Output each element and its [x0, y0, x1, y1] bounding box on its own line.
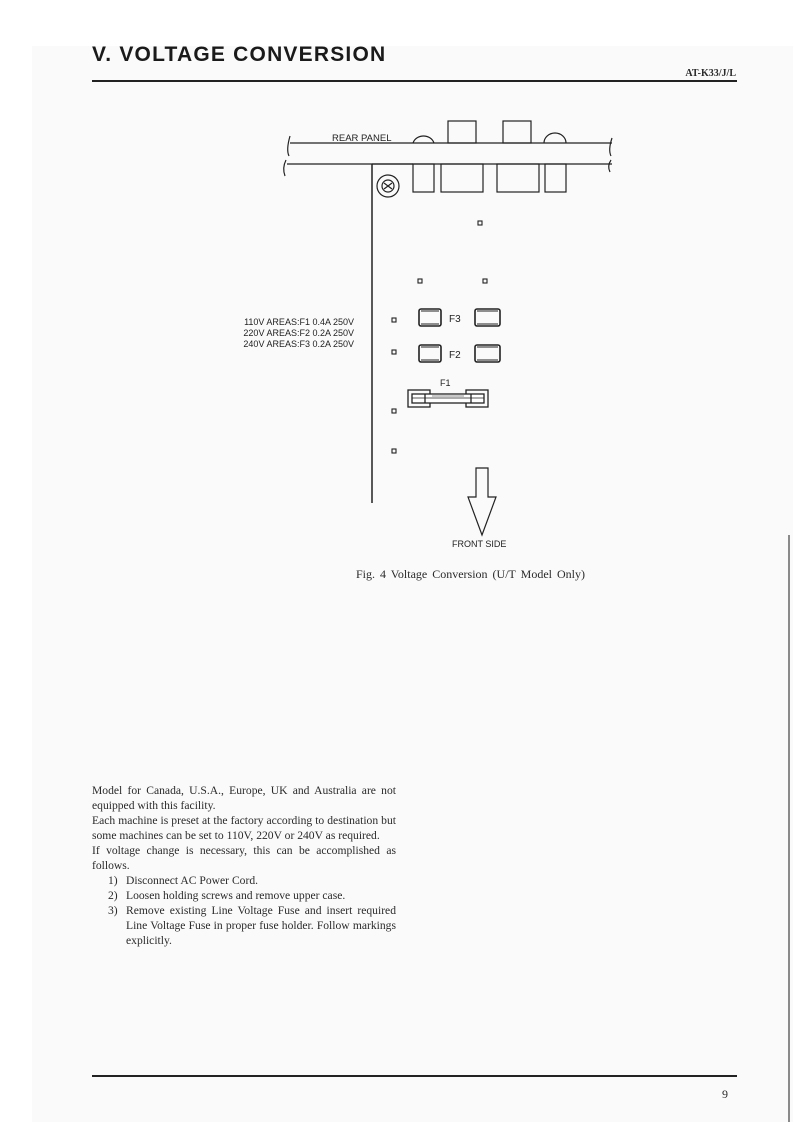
rear-panel-right-break-lower: [609, 160, 611, 172]
figure-caption: Fig. 4 Voltage Conversion (U/T Model Only): [356, 567, 585, 581]
rear-panel-left-break: [288, 136, 290, 156]
step-number: 3): [108, 904, 118, 917]
rear-panel-left-break-lower: [284, 160, 286, 176]
front-side-arrow: [468, 468, 496, 535]
step-number: 2): [108, 889, 118, 902]
fuse-f1: [408, 390, 488, 407]
fuse-label-f3: F3: [449, 314, 461, 325]
footer-rule: [92, 1075, 737, 1077]
pad: [483, 279, 487, 283]
step-text: Disconnect AC Power Cord.: [126, 874, 259, 887]
list-item: [92, 873, 396, 888]
jack-right-dome: [544, 133, 566, 143]
fuse-label-f2: F2: [449, 350, 461, 361]
connector-2-top: [503, 121, 531, 143]
paragraph: If voltage change is necessary, this can be accomplished as follows.: [92, 844, 396, 872]
fuse-holder-f2-left: [419, 345, 441, 362]
fuse-area-label: 110V AREAS:F1 0.4A 250V: [244, 317, 354, 327]
list-item: [92, 888, 396, 903]
step-text: Remove existing Line Voltage Fuse and insert required Line Voltage Fuse in proper fuse holder. Follow markings explicitly.: [126, 904, 396, 947]
pad: [392, 318, 396, 322]
pad: [478, 221, 482, 225]
section-title: V. VOLTAGE CONVERSION: [92, 43, 387, 66]
rear-panel-label: REAR PANEL: [332, 133, 392, 144]
paragraph: Each machine is preset at the factory according to destination but some machines can be set to 110V, 220V or 240V as required.: [92, 814, 396, 842]
fuse-holder-f2-right: [475, 345, 500, 362]
front-side-label: FRONT SIDE: [452, 539, 507, 549]
pad: [392, 449, 396, 453]
jack-left-dome: [413, 136, 434, 143]
step-text: Loosen holding screws and remove upper case.: [126, 889, 346, 902]
screw-slot: [384, 183, 392, 189]
jack-right-body: [545, 164, 566, 192]
fuse-area-labels: [180, 317, 354, 350]
fuse-area-label: 240V AREAS:F3 0.2A 250V: [243, 339, 354, 349]
fuse-holder-f3-left: [419, 309, 441, 326]
pad: [392, 409, 396, 413]
paragraph: Model for Canada, U.S.A., Europe, UK and Australia are not equipped with this facility.: [92, 784, 396, 812]
connector-1-body: [441, 164, 483, 192]
list-item: [92, 903, 396, 948]
jack-left-body: [413, 164, 434, 192]
fuse-holder-f3-right: [475, 309, 500, 326]
model-number: AT-K33/J/L: [685, 68, 736, 79]
fuse-label-f1: F1: [440, 378, 451, 388]
fuse-area-label: 220V AREAS:F2 0.2A 250V: [243, 328, 354, 338]
step-list: [92, 873, 396, 948]
instructions: [92, 783, 396, 948]
step-number: 1): [108, 874, 118, 887]
connector-2-body: [497, 164, 539, 192]
rear-panel-right-break: [610, 138, 612, 156]
connector-1-top: [448, 121, 476, 143]
pad: [418, 279, 422, 283]
page-number: 9: [722, 1087, 728, 1101]
scan-edge: [788, 535, 790, 1122]
pad: [392, 350, 396, 354]
